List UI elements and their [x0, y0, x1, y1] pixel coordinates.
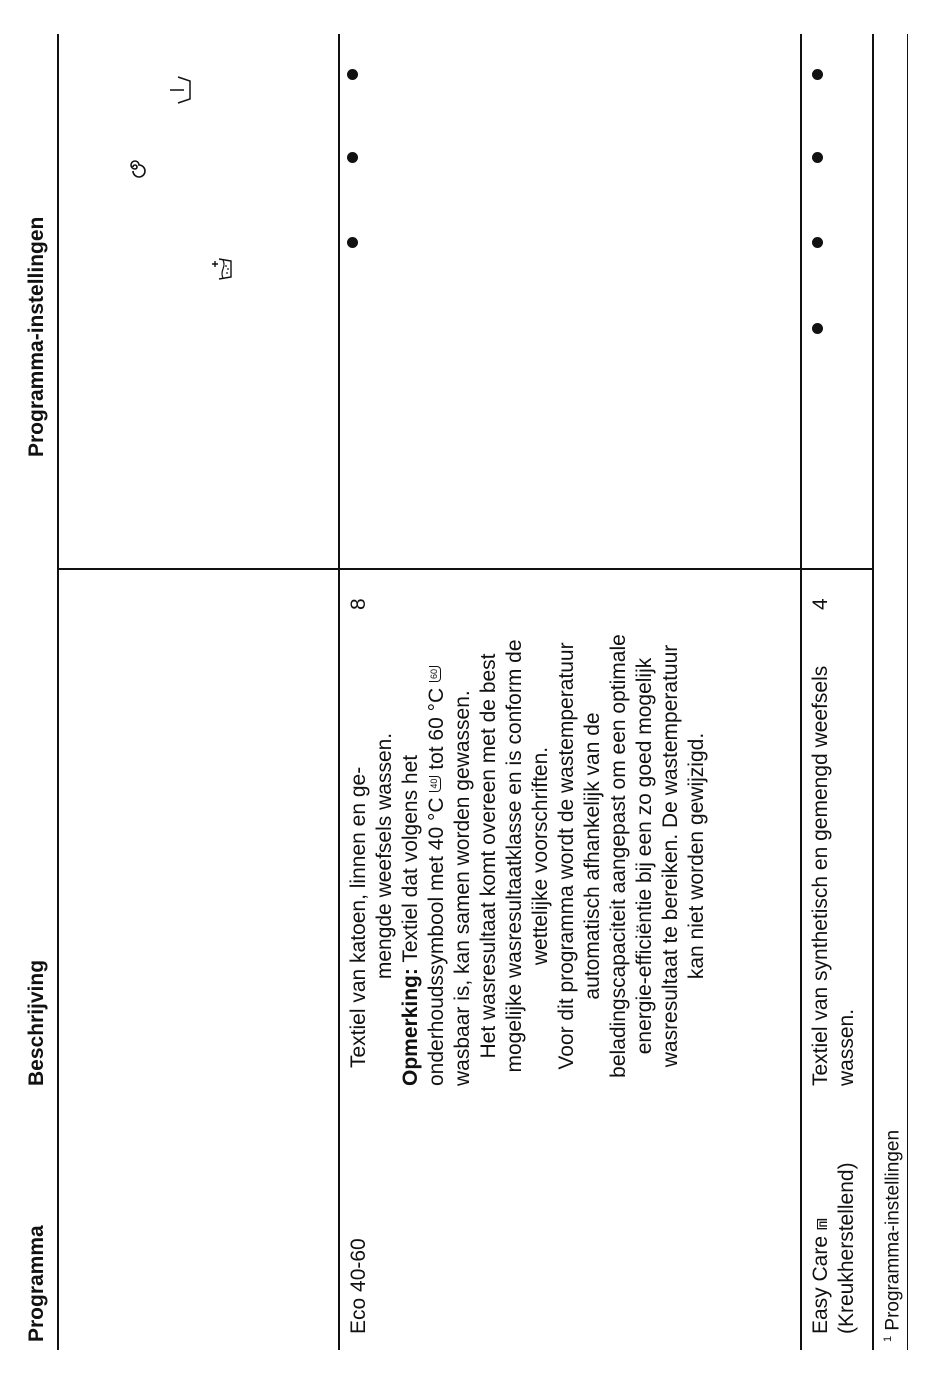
eco-note [398, 626, 476, 1086]
easy-care-dot-3 [812, 152, 823, 163]
rinse-stop-icon [168, 74, 198, 106]
spin-icon [124, 156, 146, 178]
care-symbol-60: 60 [429, 666, 441, 682]
footnote-text: Programma-instellingen [882, 1129, 904, 1331]
table-bottom-rule [872, 34, 874, 1350]
footnote [876, 1130, 905, 1342]
prewash-plus-icon [210, 256, 236, 282]
description-easy-care: Textiel van synthetisch en gemengd weefsels wassen. [809, 665, 858, 1086]
row-divider-rule [800, 34, 802, 1350]
load-eco: 8 [347, 598, 370, 610]
footnote-mark: 1 [882, 1335, 894, 1342]
header-settings: Programma-instellingen [25, 216, 48, 457]
header-program: Programma [25, 1225, 48, 1342]
eco-dot-2 [347, 152, 358, 163]
crease-icon: ⩎ [809, 1218, 832, 1231]
care-symbol-40: 40 [429, 776, 441, 792]
footnote-rule [907, 34, 908, 1350]
eco-dot-1 [347, 237, 358, 248]
easy-care-dot-4 [812, 69, 823, 80]
easy-care-label: Easy Care [809, 1235, 832, 1334]
eco-note-label: Opmerking: [399, 968, 422, 1086]
eco-para-2: Het wasresultaat komt overeen met de best mogelijke wasresultaatklasse en is conform de wettelijke voorschriften. [477, 639, 552, 1073]
eco-dot-3 [347, 69, 358, 80]
description-eco [346, 626, 710, 1086]
eco-line-2: mengde weefsels wassen. [373, 732, 396, 980]
settings-subheader-rule [57, 569, 58, 571]
eco-note-a: Textiel dat volgens het onderhoudssymbool met 40 °C [399, 754, 448, 1086]
eco-line-1: Textiel van katoen, linnen en ge- [347, 766, 370, 1068]
eco-note-b: tot 60 °C [425, 681, 448, 776]
easy-care-dot-1 [812, 323, 823, 334]
eco-para-3: Voor dit programma wordt de wastemperatuur automatisch afhankelijk van de beladingscapaciteit aangepast om een optimale energie-efficiëntie bij een zo goed mogelijk wasresultaat te bereiken. De wastemperatuur kan niet worden gewijzigd. [555, 634, 708, 1078]
eco-note-c: wasbaar is, kan samen worden gewassen. [451, 690, 474, 1086]
table-top-rule [57, 34, 59, 1350]
program-easy-care [808, 1094, 860, 1334]
load-easy-care: 4 [809, 598, 832, 610]
header-description: Beschrijving [25, 959, 48, 1086]
program-eco-40-60: Eco 40-60 [347, 1238, 370, 1334]
header-bottom-rule [338, 34, 340, 1350]
easy-care-dot-2 [812, 237, 823, 248]
easy-care-sub: (Kreukherstellend) [835, 1162, 858, 1334]
settings-column-divider [57, 569, 872, 571]
